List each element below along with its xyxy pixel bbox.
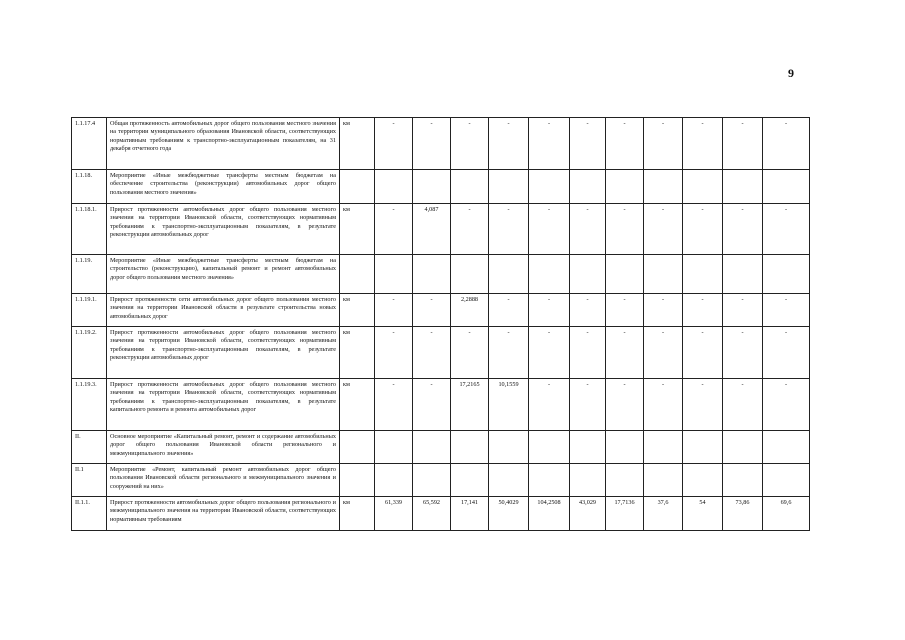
- value-cell: 65,592: [413, 497, 451, 531]
- row-number: 1.1.18.: [72, 170, 107, 204]
- value-cell: -: [644, 294, 683, 327]
- value-cell: 104,2508: [529, 497, 570, 531]
- row-description: Прирост протяженности автомобильных дорог общего пользования местного значения на территории Ивановской области, соответствующих нормативным требованиям к транспортно-эксплуатационным показателям, в результате реконструкции автомобильных дорог: [107, 327, 340, 379]
- value-cell: [529, 255, 570, 294]
- value-cell: [606, 464, 644, 497]
- value-cell: [570, 464, 606, 497]
- indicators-table: [71, 117, 810, 531]
- table-row: [72, 327, 810, 379]
- row-number: II.1: [72, 464, 107, 497]
- value-cell: -: [644, 379, 683, 431]
- value-cell: -: [763, 118, 810, 170]
- value-cell: -: [723, 294, 763, 327]
- value-cell: [723, 170, 763, 204]
- value-cell: [375, 431, 413, 464]
- value-cell: -: [489, 294, 529, 327]
- value-cell: -: [723, 379, 763, 431]
- value-cell: -: [606, 379, 644, 431]
- table-row: [72, 294, 810, 327]
- row-number: 1.1.19.2.: [72, 327, 107, 379]
- value-cell: 4,087: [413, 204, 451, 255]
- value-cell: -: [529, 327, 570, 379]
- value-cell: -: [413, 327, 451, 379]
- value-cell: 54: [683, 497, 723, 531]
- value-cell: -: [683, 118, 723, 170]
- value-cell: -: [529, 379, 570, 431]
- value-cell: [683, 255, 723, 294]
- value-cell: -: [375, 118, 413, 170]
- value-cell: -: [451, 118, 489, 170]
- value-cell: -: [413, 118, 451, 170]
- value-cell: -: [763, 379, 810, 431]
- row-number: II.1.1.: [72, 497, 107, 531]
- value-cell: -: [489, 327, 529, 379]
- value-cell: [570, 170, 606, 204]
- value-cell: -: [451, 204, 489, 255]
- value-cell: [451, 170, 489, 204]
- value-cell: -: [683, 204, 723, 255]
- row-unit: км: [340, 204, 375, 255]
- row-unit: км: [340, 327, 375, 379]
- value-cell: [375, 255, 413, 294]
- value-cell: -: [413, 294, 451, 327]
- value-cell: 17,7136: [606, 497, 644, 531]
- value-cell: [644, 170, 683, 204]
- value-cell: -: [570, 379, 606, 431]
- value-cell: [529, 464, 570, 497]
- value-cell: [570, 255, 606, 294]
- value-cell: -: [375, 327, 413, 379]
- value-cell: [723, 464, 763, 497]
- value-cell: [763, 170, 810, 204]
- value-cell: [644, 431, 683, 464]
- value-cell: [570, 431, 606, 464]
- row-unit: км: [340, 379, 375, 431]
- value-cell: [375, 170, 413, 204]
- value-cell: [489, 255, 529, 294]
- value-cell: 69,6: [763, 497, 810, 531]
- value-cell: [451, 431, 489, 464]
- value-cell: -: [375, 294, 413, 327]
- value-cell: [451, 255, 489, 294]
- row-description: Прирост протяженности автомобильных дорог общего пользования местного значения на территории Ивановской области, соответствующих нормативным требованиям к транспортно-эксплуатационным показателям, в результате капитального ремонта и ремонта автомобильных дорог: [107, 379, 340, 431]
- table-row: [72, 255, 810, 294]
- value-cell: [413, 170, 451, 204]
- value-cell: [451, 464, 489, 497]
- value-cell: -: [375, 379, 413, 431]
- value-cell: -: [683, 327, 723, 379]
- row-description: Прирост протяженности сети автомобильных дорог общего пользования местного значения на территории Ивановской области в результате строительства новых автомобильных дорог: [107, 294, 340, 327]
- row-number: 1.1.18.1.: [72, 204, 107, 255]
- value-cell: -: [644, 327, 683, 379]
- row-unit: км: [340, 118, 375, 170]
- value-cell: 43,029: [570, 497, 606, 531]
- row-description: Общая протяженность автомобильных дорог общего пользования местного значения на территории муниципального образования Ивановской области, соответствующих нормативным требованиям к транспортно-эксплуатационным показателям, на 31 декабря отчетного года: [107, 118, 340, 170]
- row-number: 1.1.19.: [72, 255, 107, 294]
- value-cell: [489, 170, 529, 204]
- value-cell: [489, 431, 529, 464]
- value-cell: 17,141: [451, 497, 489, 531]
- row-description: Прирост протяженности автомобильных дорог общего пользования местного значения на территории Ивановской области, соответствующих нормативным требованиям к транспортно-эксплуатационным показателям, в результате реконструкции автомобильных дорог: [107, 204, 340, 255]
- table-row: [72, 118, 810, 170]
- row-description: Мероприятие «Иные межбюджетные трансферты местным бюджетам на строительство (реконструкцию), капитальный ремонт и ремонт автомобильных дорог общего пользования местного значения»: [107, 255, 340, 294]
- value-cell: [606, 255, 644, 294]
- value-cell: [683, 464, 723, 497]
- row-description: Мероприятие «Ремонт, капитальный ремонт автомобильных дорог общего пользования Ивановской области регионального и межмуниципального значения и сооружений на них»: [107, 464, 340, 497]
- row-number: 1.1.19.3.: [72, 379, 107, 431]
- value-cell: 37,6: [644, 497, 683, 531]
- value-cell: [644, 255, 683, 294]
- value-cell: 10,1559: [489, 379, 529, 431]
- value-cell: -: [606, 118, 644, 170]
- value-cell: -: [570, 118, 606, 170]
- row-description: Мероприятие «Иные межбюджетные трансферты местным бюджетам на обеспечение строительства (реконструкции) автомобильных дорог общего пользования местного значения»: [107, 170, 340, 204]
- value-cell: -: [763, 294, 810, 327]
- value-cell: -: [570, 294, 606, 327]
- row-number: II.: [72, 431, 107, 464]
- value-cell: [763, 255, 810, 294]
- value-cell: [763, 464, 810, 497]
- value-cell: -: [529, 118, 570, 170]
- value-cell: [683, 431, 723, 464]
- row-unit: км: [340, 294, 375, 327]
- value-cell: -: [413, 379, 451, 431]
- row-unit: [340, 170, 375, 204]
- row-unit: км: [340, 497, 375, 531]
- value-cell: [723, 255, 763, 294]
- value-cell: -: [489, 204, 529, 255]
- value-cell: [413, 255, 451, 294]
- row-description: Прирост протяженности автомобильных дорог общего пользования регионального и межмуниципального значения на территории Ивановской области, соответствующих нормативным требованиям: [107, 497, 340, 531]
- value-cell: [529, 431, 570, 464]
- value-cell: 50,4029: [489, 497, 529, 531]
- table-row: [72, 497, 810, 531]
- row-unit: [340, 431, 375, 464]
- row-number: 1.1.19.1.: [72, 294, 107, 327]
- value-cell: -: [644, 204, 683, 255]
- value-cell: [606, 170, 644, 204]
- value-cell: -: [375, 204, 413, 255]
- value-cell: -: [570, 204, 606, 255]
- value-cell: -: [606, 294, 644, 327]
- value-cell: [683, 170, 723, 204]
- table-row: [72, 379, 810, 431]
- table-row: [72, 431, 810, 464]
- value-cell: -: [529, 204, 570, 255]
- value-cell: 17,2165: [451, 379, 489, 431]
- value-cell: -: [723, 118, 763, 170]
- row-number: 1.1.17.4: [72, 118, 107, 170]
- value-cell: -: [723, 204, 763, 255]
- value-cell: [529, 170, 570, 204]
- table-row: [72, 464, 810, 497]
- row-unit: [340, 255, 375, 294]
- value-cell: [644, 464, 683, 497]
- value-cell: 73,86: [723, 497, 763, 531]
- value-cell: [723, 431, 763, 464]
- value-cell: -: [489, 118, 529, 170]
- value-cell: -: [683, 294, 723, 327]
- page-number: 9: [788, 66, 794, 80]
- value-cell: -: [606, 327, 644, 379]
- value-cell: [375, 464, 413, 497]
- row-unit: [340, 464, 375, 497]
- value-cell: -: [723, 327, 763, 379]
- table-row: [72, 204, 810, 255]
- value-cell: [413, 431, 451, 464]
- value-cell: -: [644, 118, 683, 170]
- value-cell: -: [763, 204, 810, 255]
- value-cell: [489, 464, 529, 497]
- value-cell: -: [606, 204, 644, 255]
- table-row: [72, 170, 810, 204]
- value-cell: -: [763, 327, 810, 379]
- value-cell: -: [683, 379, 723, 431]
- value-cell: -: [570, 327, 606, 379]
- value-cell: -: [451, 327, 489, 379]
- value-cell: [606, 431, 644, 464]
- value-cell: [763, 431, 810, 464]
- value-cell: 61,339: [375, 497, 413, 531]
- row-description: Основное мероприятие «Капитальный ремонт, ремонт и содержание автомобильных дорог общего пользования Ивановской области регионального и межмуниципального значения»: [107, 431, 340, 464]
- value-cell: [413, 464, 451, 497]
- value-cell: 2,2888: [451, 294, 489, 327]
- value-cell: -: [529, 294, 570, 327]
